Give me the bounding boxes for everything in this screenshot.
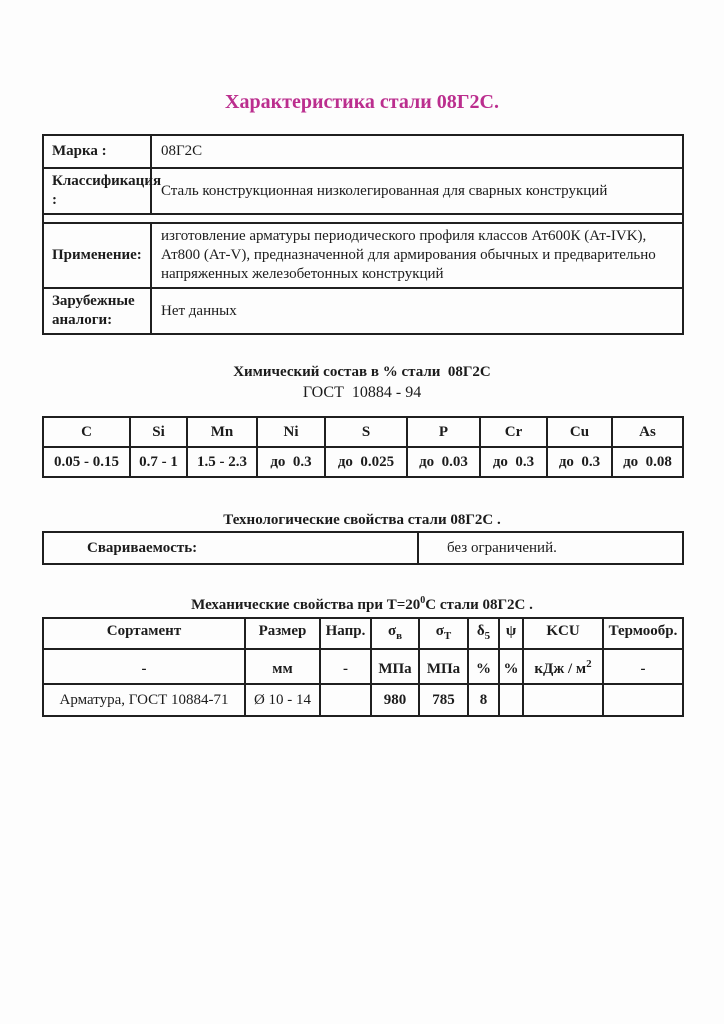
chem-value-cell: 0.7 - 1 (130, 447, 187, 477)
mech-header-cell: Напр. (320, 618, 371, 649)
mech-unit-cell: % (499, 649, 523, 684)
document-content (42, 134, 682, 717)
chem-header-cell: Ni (257, 417, 325, 447)
mech-header-cell: Сортамент (43, 618, 245, 649)
mechanical-properties-table (42, 617, 684, 717)
mech-data-size: Ø 10 - 14 (245, 684, 320, 716)
mech-data-sortament: Арматура, ГОСТ 10884-71 (43, 684, 245, 716)
mech-data-kcu (523, 684, 603, 716)
chem-header-cell: C (43, 417, 130, 447)
mech-unit-cell-kcu: кДж / $м^2$ (523, 649, 603, 684)
chem-header-cell: As (612, 417, 683, 447)
chem-header-cell: Mn (187, 417, 257, 447)
info-value-analogs: Нет данных (151, 288, 683, 334)
info-label-analogs: Зарубежные аналоги: (43, 288, 151, 334)
chem-value-cell: до 0.025 (325, 447, 407, 477)
chem-header-cell: Si (130, 417, 187, 447)
mech-header-cell: KCU (523, 618, 603, 649)
mech-header-cell-delta5: $\delta_5$ (468, 618, 499, 649)
chem-value-cell: до 0.3 (547, 447, 612, 477)
chemical-section-heading: Химический состав в % стали 08Г2С (233, 364, 491, 380)
chem-value-cell: до 0.08 (612, 447, 683, 477)
mech-header-cell-psi: ψ (499, 618, 523, 649)
separator-row (43, 214, 683, 223)
mech-unit-cell: % (468, 649, 499, 684)
table-row (43, 135, 683, 168)
steel-info-table (42, 134, 684, 335)
technological-section-heading: Технологические свойства стали 08Г2С . (223, 512, 501, 528)
mech-data-sigma-t: 785 (419, 684, 468, 716)
mech-unit-cell: - (320, 649, 371, 684)
table-row (43, 532, 683, 564)
weldability-label: Свариваемость: (43, 532, 418, 564)
mech-unit-cell: мм (245, 649, 320, 684)
table-row (43, 168, 683, 214)
mech-heading-text: С стали 08Г2С . (425, 597, 533, 613)
info-value-classification: Сталь конструкционная низколегированная для сварных конструкций (151, 168, 683, 214)
chem-header-cell: Cu (547, 417, 612, 447)
chem-value-cell: до 0.03 (407, 447, 480, 477)
info-label-classification: Классификация : (43, 168, 151, 214)
chem-header-cell: S (325, 417, 407, 447)
mech-unit-cell: МПа (371, 649, 419, 684)
mech-header-cell-sigma-t: $\sigma_Т$ (419, 618, 468, 649)
table-header-row (43, 417, 683, 447)
table-units-row (43, 649, 683, 684)
gost-subheading: ГОСТ 10884 - 94 (302, 384, 422, 401)
mech-data-napr (320, 684, 371, 716)
weldability-value: без ограничений. (418, 532, 683, 564)
separator-cell (43, 214, 683, 223)
page-title: Характеристика стали 08Г2С. (225, 91, 499, 113)
mech-unit-cell: - (43, 649, 245, 684)
table-header-row (43, 618, 683, 649)
mech-header-cell: Термообр. (603, 618, 683, 649)
mech-header-cell-sigma-v: $\sigma_в$ (371, 618, 419, 649)
chem-header-cell: Cr (480, 417, 547, 447)
info-value-mark: 08Г2С (151, 135, 683, 168)
table-row (43, 447, 683, 477)
info-value-application: изготовление арматуры периодического профиля классов Ат600К (Ат-IVK), Ат800 (Ат-V), предназначенной для армирования обычных и предварительно напряженных железобетонных конструкций (151, 223, 683, 288)
chemical-composition-table (42, 416, 684, 478)
mech-data-sigma-v: 980 (371, 684, 419, 716)
weldability-table (42, 531, 684, 565)
info-label-mark: Марка : (43, 135, 151, 168)
info-label-application: Применение: (43, 223, 151, 288)
degree-superscript: 0 (420, 595, 426, 606)
table-row (43, 288, 683, 334)
mech-data-termoobr (603, 684, 683, 716)
chem-value-cell: 0.05 - 0.15 (43, 447, 130, 477)
mech-header-cell: Размер (245, 618, 320, 649)
mech-heading-text: Механические свойства при Т=20 (191, 597, 421, 613)
mech-unit-cell: МПа (419, 649, 468, 684)
mech-data-psi (499, 684, 523, 716)
table-row (43, 684, 683, 716)
mech-data-delta5: 8 (468, 684, 499, 716)
table-row (43, 223, 683, 288)
chem-value-cell: 1.5 - 2.3 (187, 447, 257, 477)
chem-value-cell: до 0.3 (257, 447, 325, 477)
mechanical-section-heading (42, 592, 682, 614)
chem-header-cell: P (407, 417, 480, 447)
mech-unit-cell: - (603, 649, 683, 684)
chem-value-cell: до 0.3 (480, 447, 547, 477)
